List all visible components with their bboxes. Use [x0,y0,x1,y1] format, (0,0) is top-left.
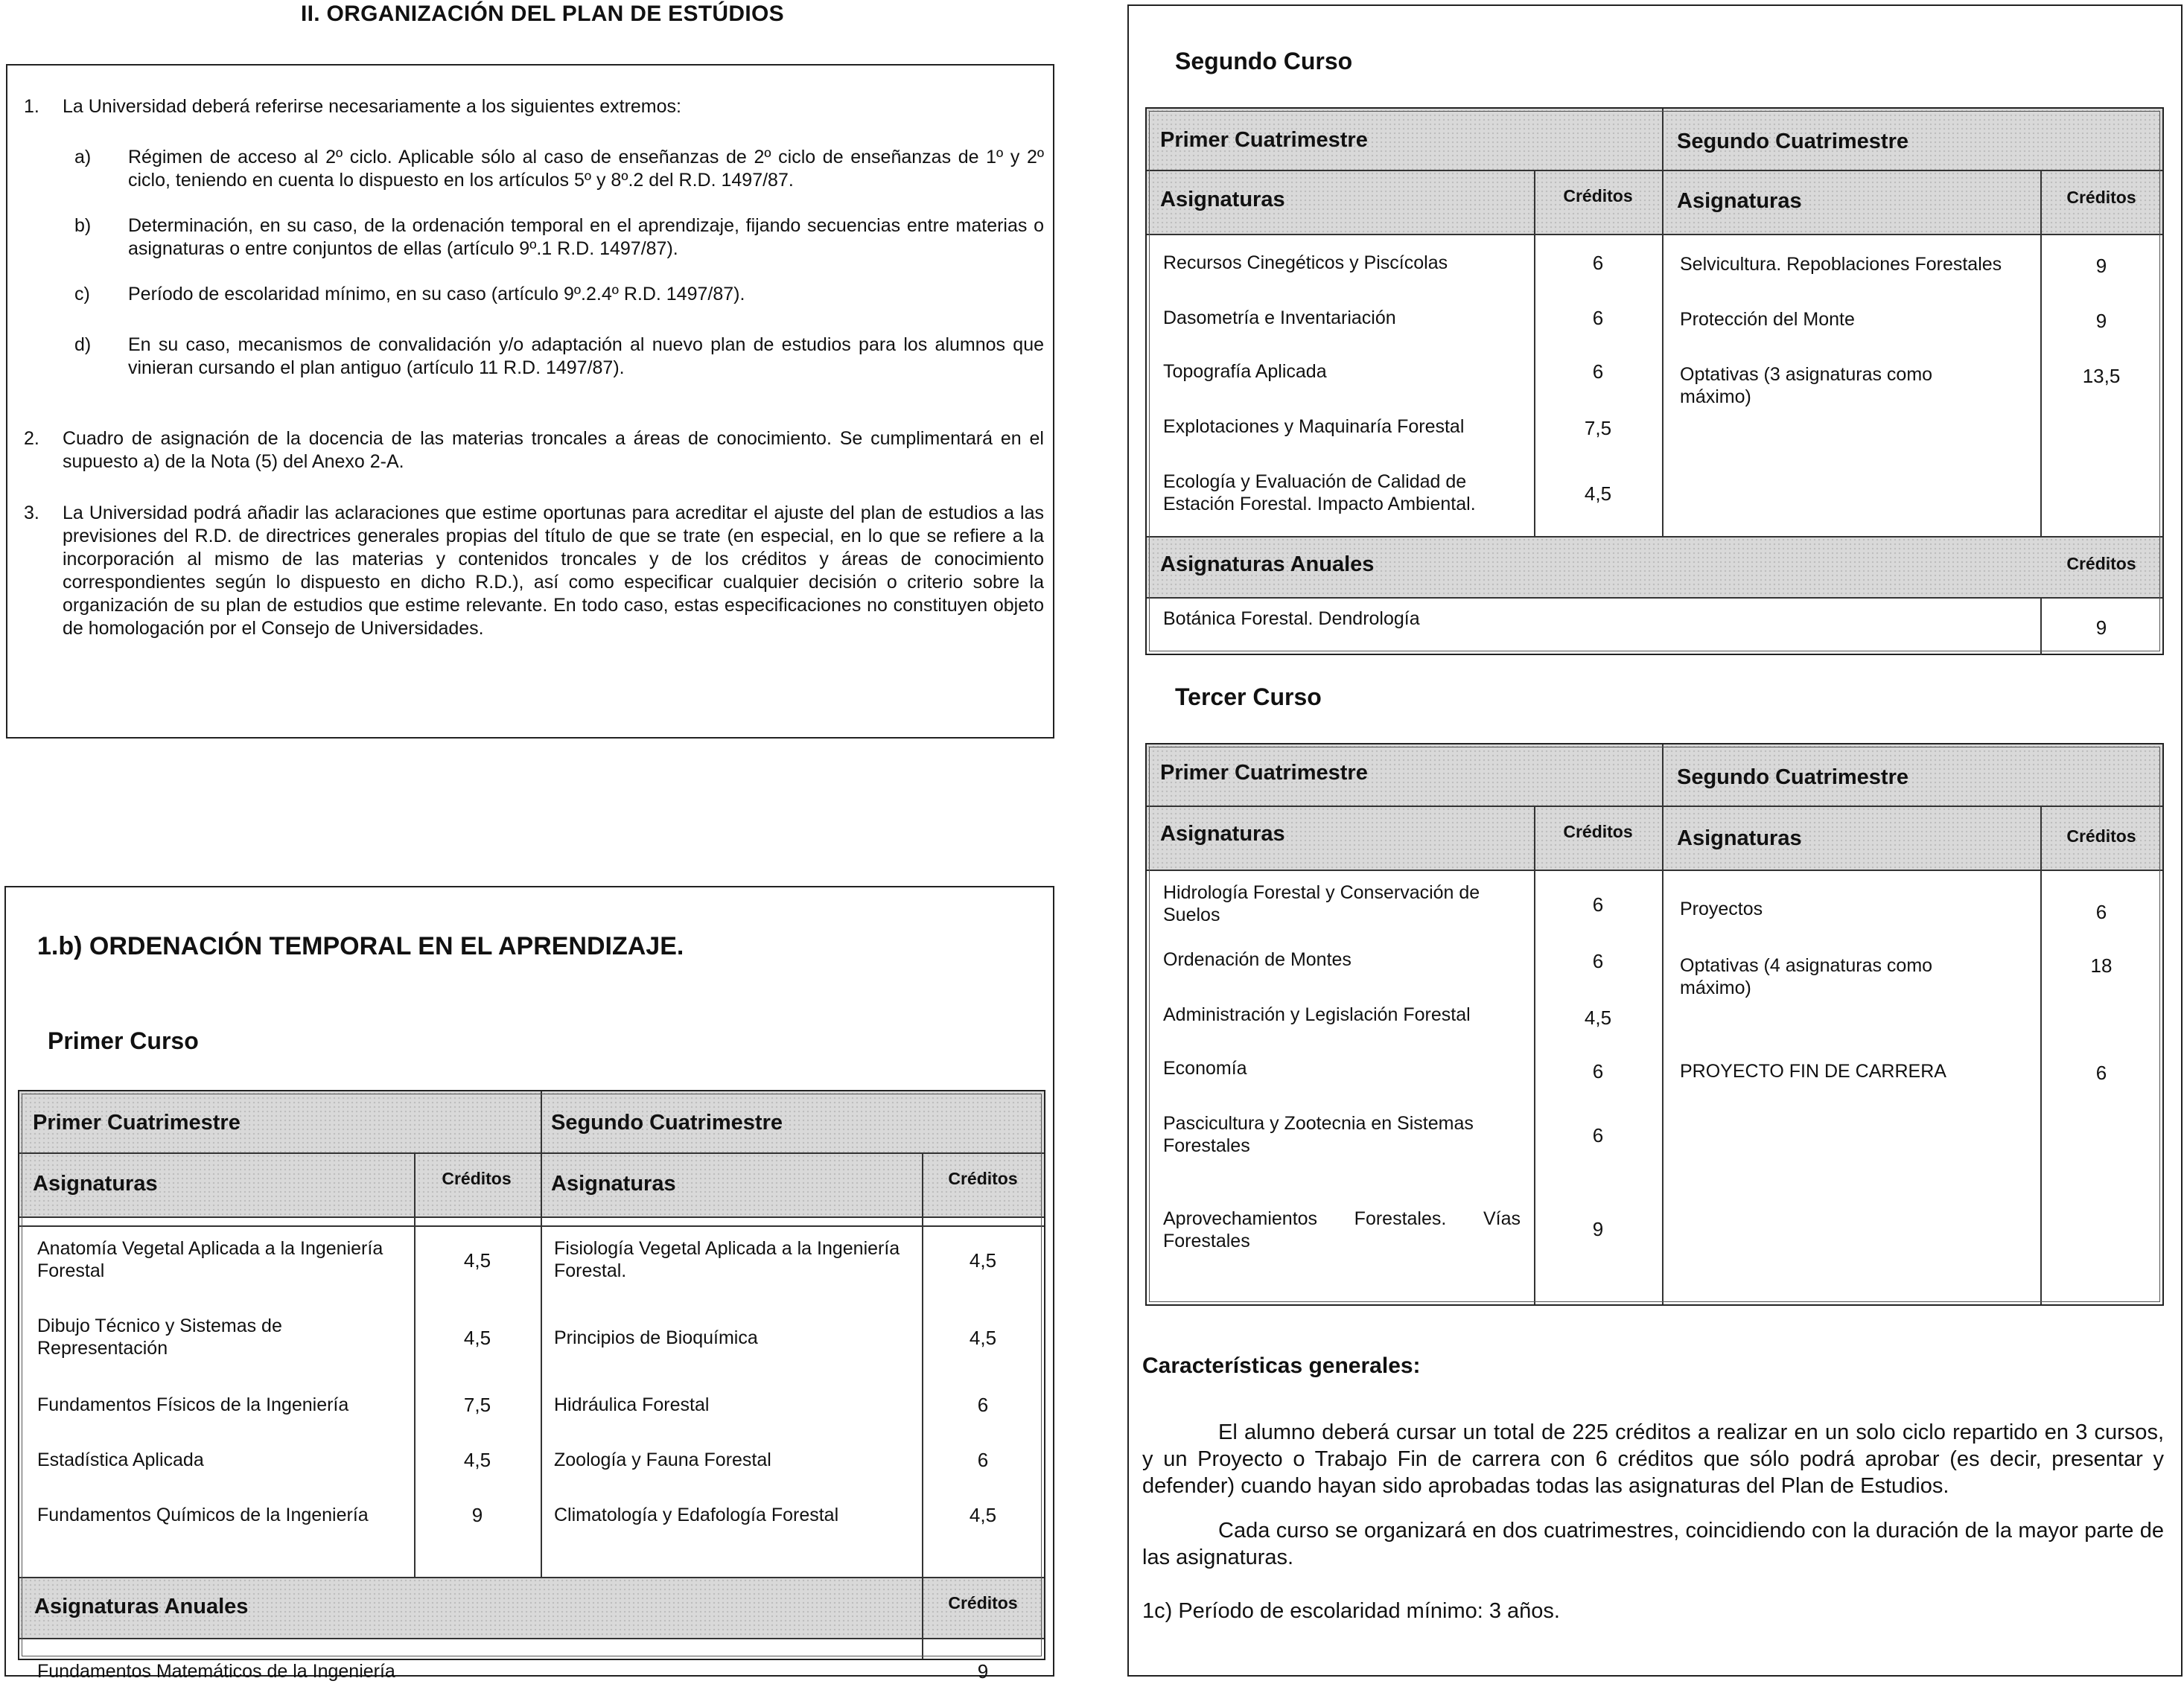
col-header: Créditos [1563,186,1633,205]
subject-credits: 9 [471,1504,483,1526]
col-header: Asignaturas [1160,188,1285,211]
subject-name: Estadística Aplicada [37,1449,204,1470]
subject-credits: 18 [2090,954,2113,977]
subject-credits: 6 [2095,901,2107,923]
subject-credits: 9 [977,1660,989,1683]
subject-name: Fundamentos Matemáticos de la Ingeniería [37,1661,395,1682]
col-header: Asignaturas [1677,826,1802,850]
subject-name: Ordenación de Montes [1163,949,1352,970]
col-header: Segundo Cuatrimestre [1677,130,1908,153]
subject-credits: 6 [1592,307,1604,329]
subject-credits: 4,5 [1584,1007,1612,1029]
subject-credits: 6 [1592,950,1604,972]
subject-credits: 4,5 [1584,482,1612,505]
subject-name: Protección del Monte [1680,309,1855,330]
subject-name: Fundamentos Químicos de la Ingeniería [37,1505,369,1525]
subject-name: Optativas (4 asignaturas como máximo) [1680,955,1933,998]
col-header: Primer Cuatrimestre [33,1111,241,1135]
subject-name: Ecología y Evaluación de Calidad de Estación Forestal. Impacto Ambiental. [1163,471,1476,514]
subject-credits: 6 [977,1394,989,1416]
subject-name: Hidráulica Forestal [554,1394,710,1415]
subject-name: Zoología y Fauna Forestal [554,1449,771,1470]
caracteristicas-title: Características generales: [1142,1353,1421,1378]
subject-name: Fundamentos Físicos de la Ingeniería [37,1394,349,1415]
col-header: Créditos [948,1593,1018,1613]
subject-name: Explotaciones y Maquinaría Forestal [1163,416,1465,437]
subject-credits: 7,5 [1584,417,1612,439]
subject-credits: 13,5 [2082,365,2121,387]
subject-name: Pascicultura y Zootecnia en Sistemas Forestales [1163,1113,1474,1156]
subject-name: Topografía Aplicada [1163,361,1327,382]
tercer-curso-table [1145,743,2164,1306]
subject-name: Recursos Cinegéticos y Piscícolas [1163,252,1448,273]
subject-name: Climatología y Edafología Forestal [554,1505,839,1525]
section-title: II. ORGANIZACIÓN DEL PLAN DE ESTÚDIOS [301,1,784,26]
caracteristicas-paragraph: El alumno deberá cursar un total de 225 créditos a realizar en un solo ciclo repartido en 3 cursos, y un Proyecto o Trabajo Fin de carrera con 6 créditos que sólo podrá aprobar (es decir, presentar y defender) cuando hayan sido aprobadas todas las asignaturas del Plan de Estudios. [1142,1420,2164,1498]
subject-name: Fisiología Vegetal Aplicada a la Ingeniería Forestal. [554,1238,900,1281]
course-title: Segundo Curso [1175,48,1353,74]
subject-name: Aprovechamientos Forestales. Vías Forestales [1163,1208,1521,1251]
col-header: Segundo Cuatrimestre [551,1111,783,1135]
item-text: En su caso, mecanismos de convalidación y/o adaptación al nuevo plan de estudios para los alumnos que vinieran cursando el plan antiguo (artículo 11 R.D. 1497/87). [128,334,1044,378]
subject-credits: 9 [2095,616,2107,639]
col-header: Primer Cuatrimestre [1160,128,1368,152]
instructions-box [6,64,1054,739]
col-header: Créditos [2066,188,2136,207]
subject-name: Anatomía Vegetal Aplicada a la Ingeniería Forestal [37,1238,383,1281]
subject-name: Principios de Bioquímica [554,1327,758,1348]
item-letter: a) [74,147,92,168]
subject-name: Dasometría e Inventariación [1163,307,1396,328]
item-letter: d) [74,334,92,355]
subject-credits: 4,5 [969,1504,997,1526]
subject-credits: 4,5 [463,1249,491,1272]
subject-name: Optativas (3 asignaturas como máximo) [1680,364,1933,407]
col-header: Segundo Cuatrimestre [1677,765,1908,789]
subject-credits: 4,5 [463,1449,491,1471]
item-text: La Universidad deberá referirse necesariamente a los siguientes extremos: [63,96,681,117]
item-text: Período de escolaridad mínimo, en su caso (artículo 9º.2.4º R.D. 1497/87). [128,284,745,304]
col-header: Créditos [442,1169,512,1188]
subject-credits: 9 [2095,255,2107,277]
col-header: Asignaturas [1160,822,1285,846]
col-header: Créditos [1563,822,1633,841]
subject-credits: 4,5 [969,1327,997,1349]
ordenacion-title: 1.b) ORDENACIÓN TEMPORAL EN EL APRENDIZAJE. [37,932,684,960]
col-header: Asignaturas Anuales [1160,552,1375,576]
subject-credits: 6 [1592,1124,1604,1146]
col-header: Asignaturas Anuales [34,1595,249,1618]
item-text: La Universidad podrá añadir las aclaraciones que estime oportunas para acreditar el ajuste del plan de estudios a las previsiones del R.D. de directrices generales propias del título de que se trate (en especial, en lo que se refiere a la incorporación al mismo de las materias y contenidos troncales y de los créditos y áreas de conocimiento correspondientes según lo dispuesto en dicho R.D.), así como especificar cualquier decisión o criterio sobre la organización de su plan de estudios que estime relevante. En todo caso, estas especificaciones no constituyen objeto de homologación por el Consejo de Universidades. [63,503,1044,639]
subject-credits: 6 [2095,1062,2107,1084]
item-number: 2. [24,428,39,449]
right-box [1127,4,2183,1677]
ordenacion-box [4,886,1054,1683]
subject-name: Dibujo Técnico y Sistemas de Representación [37,1315,282,1359]
item-number: 1. [24,96,39,117]
escolaridad-minima: 1c) Período de escolaridad mínimo: 3 años. [1142,1599,1560,1623]
subject-credits: 6 [977,1449,989,1471]
col-header: Asignaturas [33,1172,158,1196]
subject-name: Administración y Legislación Forestal [1163,1004,1471,1025]
course-title: Tercer Curso [1175,683,1322,710]
col-header: Asignaturas [551,1172,676,1196]
subject-name: Selvicultura. Repoblaciones Forestales [1680,254,2002,275]
subject-name: Botánica Forestal. Dendrología [1163,608,1420,629]
subject-credits: 4,5 [969,1249,997,1272]
col-header: Primer Cuatrimestre [1160,761,1368,785]
item-text: Régimen de acceso al 2º ciclo. Aplicable sólo al caso de enseñanzas de 2º ciclo de enseñanzas de 1º y 2º ciclo, teniendo en cuenta lo dispuesto en los artículos 5º y 8º.2 del R.D. 1497/87. [128,147,1044,191]
segundo-curso-table [1145,107,2164,655]
col-header: Créditos [948,1169,1018,1188]
subject-name: Hidrología Forestal y Conservación de Suelos [1163,882,1480,925]
subject-credits: 6 [1592,1060,1604,1082]
subject-credits: 6 [1592,360,1604,383]
subject-name: Proyectos [1680,899,1763,919]
course-title: Primer Curso [48,1027,199,1054]
subject-credits: 6 [1592,893,1604,916]
subject-credits: 9 [2095,310,2107,332]
primer-curso-table [18,1090,1045,1683]
col-header: Créditos [2066,826,2136,846]
subject-name: PROYECTO FIN DE CARRERA [1680,1061,1946,1082]
subject-credits: 6 [1592,252,1604,274]
subject-credits: 4,5 [463,1327,491,1349]
subject-name: Economía [1163,1058,1247,1079]
item-letter: b) [74,215,92,236]
item-number: 3. [24,503,39,523]
subject-credits: 7,5 [463,1394,491,1416]
item-text: Determinación, en su caso, de la ordenación temporal en el aprendizaje, fijando secuencias entre materias o asignaturas o entre conjuntos de ellas (artículo 9º.1 R.D. 1497/87). [128,215,1044,259]
subject-credits: 9 [1592,1218,1604,1240]
col-header: Créditos [2066,554,2136,573]
caracteristicas-paragraph: Cada curso se organizará en dos cuatrimestres, coincidiendo con la duración de la mayor parte de las asignaturas. [1142,1519,2164,1569]
col-header: Asignaturas [1677,189,1802,213]
item-text: Cuadro de asignación de la docencia de las materias troncales a áreas de conocimiento. Se cumplimentará en el supuesto a) de la Nota (5) del Anexo 2-A. [63,428,1044,472]
item-letter: c) [74,284,90,304]
